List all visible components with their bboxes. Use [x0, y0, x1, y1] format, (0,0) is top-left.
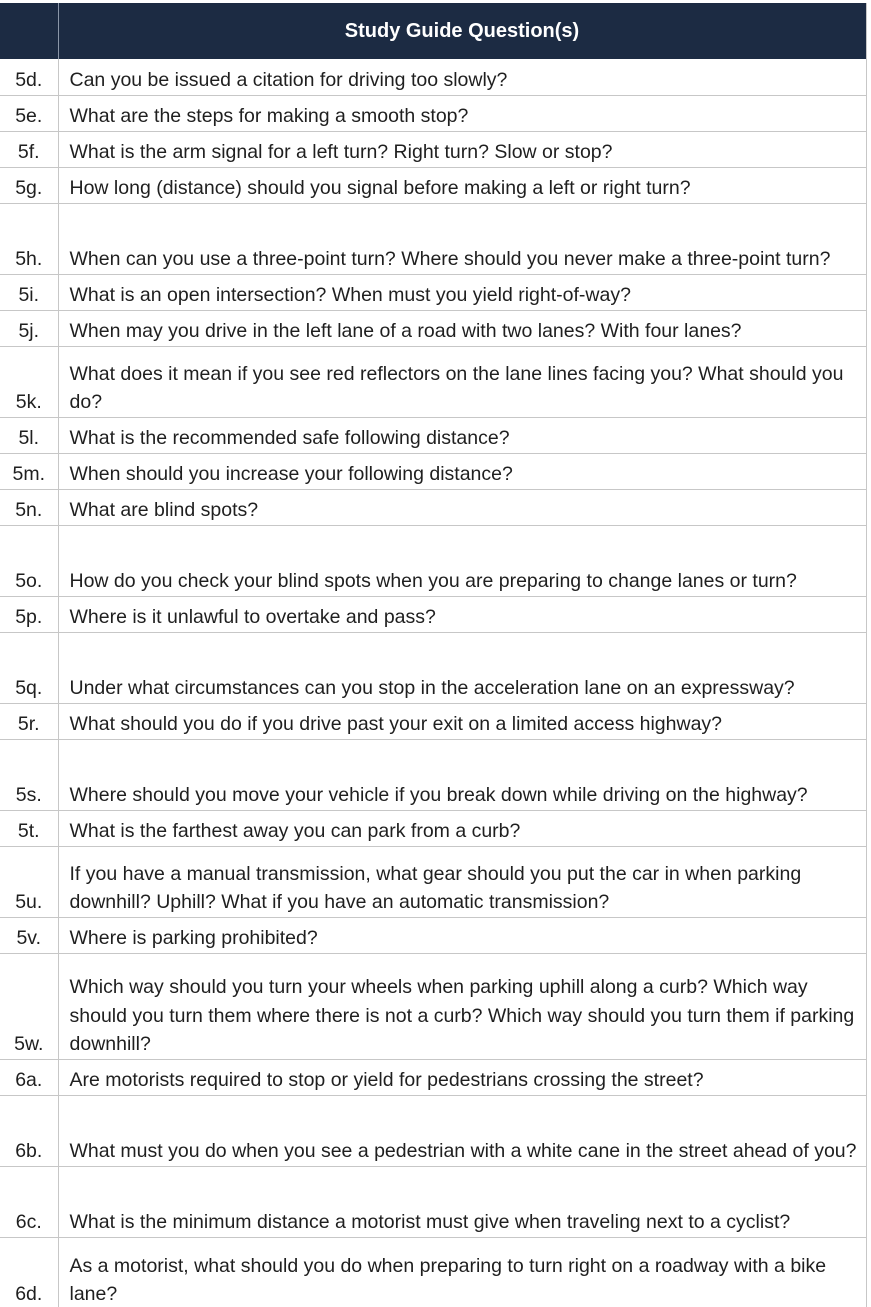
question-number: 5p. [0, 596, 58, 632]
table-row [0, 917, 866, 953]
question-text: Can you be issued a citation for driving too slowly? [58, 59, 866, 95]
table-row [0, 703, 866, 739]
question-text: What is the arm signal for a left turn? Right turn? Slow or stop? [58, 131, 866, 167]
question-text: When may you drive in the left lane of a road with two lanes? With four lanes? [58, 310, 866, 346]
question-number: 5d. [0, 59, 58, 95]
question-number: 5g. [0, 167, 58, 203]
table-row [0, 59, 866, 95]
table-row [0, 596, 866, 632]
question-text: What is an open intersection? When must you yield right-of-way? [58, 274, 866, 310]
question-number: 5r. [0, 703, 58, 739]
question-number: 5n. [0, 489, 58, 525]
table-row [0, 417, 866, 453]
table-row [0, 1095, 866, 1166]
question-text: Where should you move your vehicle if you break down while driving on the highway? [58, 739, 866, 810]
question-number: 5m. [0, 453, 58, 489]
question-text: How do you check your blind spots when you are preparing to change lanes or turn? [58, 525, 866, 596]
table-row [0, 1059, 866, 1095]
question-number: 5i. [0, 274, 58, 310]
question-text: What does it mean if you see red reflectors on the lane lines facing you? What should you do? [58, 346, 866, 417]
question-text: Where is it unlawful to overtake and pass? [58, 596, 866, 632]
question-text: What are the steps for making a smooth stop? [58, 95, 866, 131]
question-number: 5t. [0, 810, 58, 846]
question-number: 5o. [0, 525, 58, 596]
table-row [0, 525, 866, 596]
question-number: 5e. [0, 95, 58, 131]
table-row [0, 453, 866, 489]
question-text: Which way should you turn your wheels when parking uphill along a curb? Which way should you turn them where there is not a curb? Which way should you turn them if parking downhill? [58, 953, 866, 1059]
question-number: 5u. [0, 846, 58, 917]
table-row [0, 953, 866, 1059]
question-text: Are motorists required to stop or yield for pedestrians crossing the street? [58, 1059, 866, 1095]
header-question-cell: Study Guide Question(s) [58, 3, 866, 59]
table-row [0, 310, 866, 346]
table-header-row [0, 3, 866, 59]
header-number-cell [0, 3, 58, 59]
question-number: 5f. [0, 131, 58, 167]
table-row [0, 346, 866, 417]
study-guide-table [0, 3, 867, 1307]
question-text: When should you increase your following distance? [58, 453, 866, 489]
table-row [0, 274, 866, 310]
table-row [0, 167, 866, 203]
table-row [0, 489, 866, 525]
question-number: 5k. [0, 346, 58, 417]
question-number: 5v. [0, 917, 58, 953]
question-text: How long (distance) should you signal before making a left or right turn? [58, 167, 866, 203]
table-row [0, 131, 866, 167]
table-row [0, 739, 866, 810]
question-number: 5s. [0, 739, 58, 810]
question-text: When can you use a three-point turn? Where should you never make a three-point turn? [58, 203, 866, 274]
question-text: What should you do if you drive past your exit on a limited access highway? [58, 703, 866, 739]
question-number: 6a. [0, 1059, 58, 1095]
question-text: If you have a manual transmission, what gear should you put the car in when parking downhill? Uphill? What if you have an automatic transmission? [58, 846, 866, 917]
table-row [0, 846, 866, 917]
table-row [0, 810, 866, 846]
table-row [0, 203, 866, 274]
question-text: As a motorist, what should you do when preparing to turn right on a roadway with a bike lane? [58, 1237, 866, 1307]
question-text: Under what circumstances can you stop in the acceleration lane on an expressway? [58, 632, 866, 703]
question-text: What are blind spots? [58, 489, 866, 525]
question-text: What is the recommended safe following distance? [58, 417, 866, 453]
question-text: What must you do when you see a pedestrian with a white cane in the street ahead of you? [58, 1095, 866, 1166]
question-number: 6d. [0, 1237, 58, 1307]
question-number: 5w. [0, 953, 58, 1059]
question-number: 5j. [0, 310, 58, 346]
question-number: 5h. [0, 203, 58, 274]
table-body [0, 59, 866, 1307]
question-number: 5q. [0, 632, 58, 703]
question-text: What is the minimum distance a motorist must give when traveling next to a cyclist? [58, 1166, 866, 1237]
question-text: What is the farthest away you can park from a curb? [58, 810, 866, 846]
table-row [0, 632, 866, 703]
table-row [0, 95, 866, 131]
question-number: 5l. [0, 417, 58, 453]
question-text: Where is parking prohibited? [58, 917, 866, 953]
question-number: 6b. [0, 1095, 58, 1166]
table-row [0, 1166, 866, 1237]
question-number: 6c. [0, 1166, 58, 1237]
table-row [0, 1237, 866, 1307]
